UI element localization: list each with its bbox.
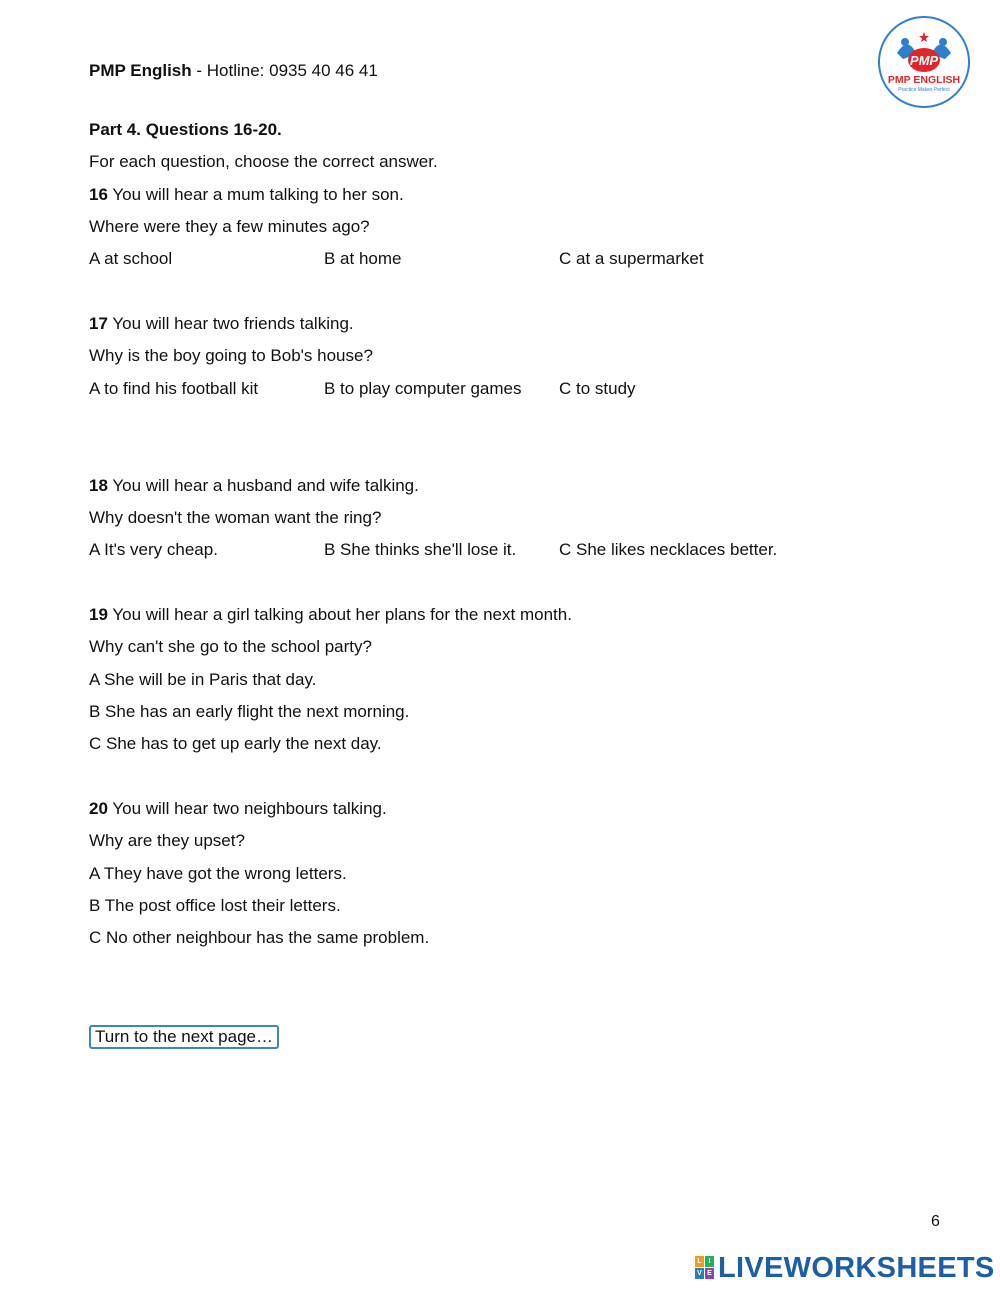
hotline-text: - Hotline: 0935 40 46 41 bbox=[191, 61, 378, 80]
logo-wordmark: PMP ENGLISH bbox=[887, 74, 961, 86]
question-16-option-b[interactable]: B at home bbox=[324, 249, 402, 268]
question-19-option-c[interactable]: C She has to get up early the next day. bbox=[89, 734, 382, 753]
question-18-text: Why doesn't the woman want the ring? bbox=[89, 508, 382, 527]
question-18-intro: 18 You will hear a husband and wife talking. bbox=[89, 476, 419, 495]
question-20-text: Why are they upset? bbox=[89, 831, 245, 850]
question-19-option-b[interactable]: B She has an early flight the next morning. bbox=[89, 702, 410, 721]
question-17-intro: 17 You will hear two friends talking. bbox=[89, 314, 354, 333]
brand-name: PMP English bbox=[89, 61, 192, 80]
question-19-intro: 19 You will hear a girl talking about her plans for the next month. bbox=[89, 605, 572, 624]
logo-tagline: Practice Makes Perfect bbox=[898, 87, 950, 93]
question-18-option-b[interactable]: B She thinks she'll lose it. bbox=[324, 540, 517, 559]
liveworksheets-cube-icon: L I V E bbox=[695, 1256, 715, 1280]
question-18-option-c[interactable]: C She likes necklaces better. bbox=[559, 540, 778, 559]
question-16-text: Where were they a few minutes ago? bbox=[89, 217, 370, 236]
liveworksheets-logo[interactable] bbox=[695, 1252, 995, 1284]
liveworksheets-wordmark: LIVEWORKSHEETS bbox=[718, 1251, 995, 1284]
next-page-button[interactable]: Turn to the next page… bbox=[89, 1025, 279, 1049]
logo-monogram: PMP bbox=[909, 53, 939, 68]
part-title: Part 4. Questions 16-20. bbox=[89, 120, 282, 139]
pmp-english-logo bbox=[877, 15, 971, 109]
question-17-option-b[interactable]: B to play computer games bbox=[324, 379, 522, 398]
question-19-option-a[interactable]: A She will be in Paris that day. bbox=[89, 670, 317, 689]
question-17-text: Why is the boy going to Bob's house? bbox=[89, 346, 373, 365]
question-17-option-a[interactable]: A to find his football kit bbox=[89, 379, 259, 398]
question-19-text: Why can't she go to the school party? bbox=[89, 637, 372, 656]
question-20-option-a[interactable]: A They have got the wrong letters. bbox=[89, 864, 347, 883]
page-number: 6 bbox=[931, 1213, 940, 1230]
question-18-option-a[interactable]: A It's very cheap. bbox=[89, 540, 218, 559]
question-16-option-c[interactable]: C at a supermarket bbox=[559, 249, 704, 268]
question-20-option-c[interactable]: C No other neighbour has the same problem. bbox=[89, 928, 430, 947]
part-instruction: For each question, choose the correct answer. bbox=[89, 152, 438, 171]
question-16-option-a[interactable]: A at school bbox=[89, 249, 173, 268]
question-17-option-c[interactable]: C to study bbox=[559, 379, 636, 398]
question-20-option-b[interactable]: B The post office lost their letters. bbox=[89, 896, 341, 915]
question-20-intro: 20 You will hear two neighbours talking. bbox=[89, 799, 387, 818]
question-16-intro: 16 You will hear a mum talking to her son. bbox=[89, 185, 404, 204]
header-line bbox=[89, 61, 378, 81]
